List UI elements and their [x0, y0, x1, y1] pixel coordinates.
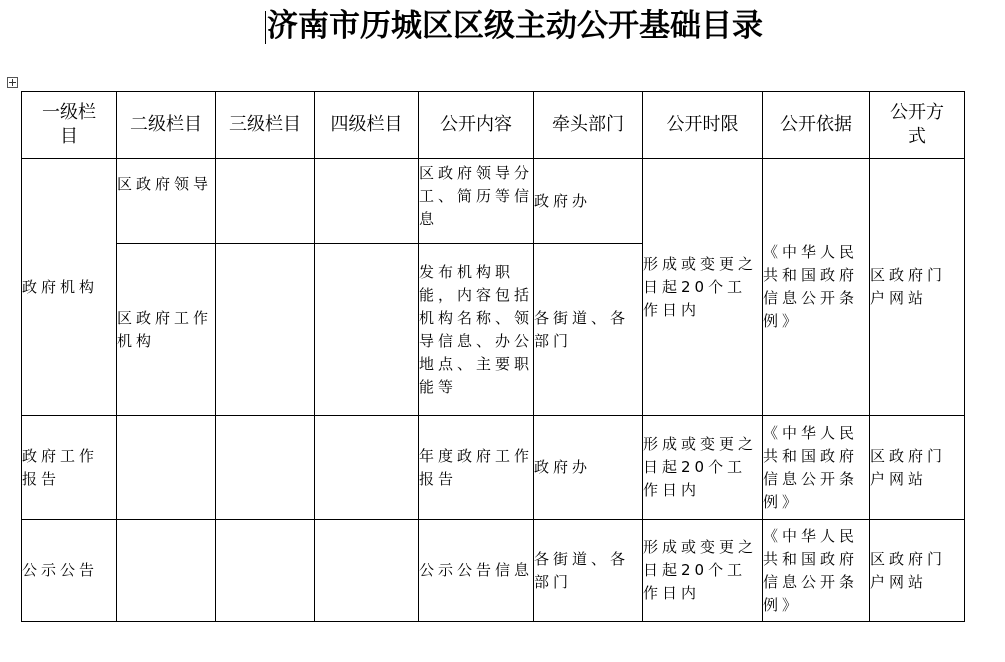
table-row	[22, 520, 965, 622]
cell-level2	[117, 416, 216, 520]
text-cursor	[265, 11, 266, 44]
document-title: 济南市历城区区级主动公开基础目录	[267, 8, 763, 44]
header-level4: 四级栏目	[315, 92, 419, 159]
cell-basis: 《中华人民共和国政府信息公开条例》	[763, 416, 870, 520]
cell-content: 区政府领导分工、简历等信息	[419, 159, 534, 244]
cell-level2: 区政府工作机构	[117, 244, 216, 416]
cell-level3	[216, 416, 315, 520]
cell-department: 政府办	[534, 159, 643, 244]
cell-time-limit: 形成或变更之日起20个工作日内	[643, 159, 763, 416]
header-level2: 二级栏目	[117, 92, 216, 159]
table-row	[22, 416, 965, 520]
header-time-limit: 公开时限	[643, 92, 763, 159]
cell-level3	[216, 244, 315, 416]
catalog-table	[21, 91, 965, 622]
header-department: 牵头部门	[534, 92, 643, 159]
cell-basis: 《中华人民共和国政府信息公开条例》	[763, 520, 870, 622]
cell-method: 区政府门户网站	[870, 520, 965, 622]
cell-content: 发布机构职能，内容包括机构名称、领导信息、办公地点、主要职能等	[419, 244, 534, 416]
cell-level4	[315, 244, 419, 416]
table-row	[22, 159, 965, 244]
table-move-handle-icon[interactable]	[7, 77, 18, 88]
header-method: 公开方式	[870, 92, 965, 159]
cell-method: 区政府门户网站	[870, 416, 965, 520]
cell-department: 各街道、各部门	[534, 520, 643, 622]
cell-content: 公示公告信息	[419, 520, 534, 622]
cell-level4	[315, 416, 419, 520]
cell-level1: 政府工作报告	[22, 416, 117, 520]
cell-level3	[216, 159, 315, 244]
cell-time-limit: 形成或变更之日起20个工作日内	[643, 416, 763, 520]
cell-level1: 公示公告	[22, 520, 117, 622]
cell-level3	[216, 520, 315, 622]
cell-content: 年度政府工作报告	[419, 416, 534, 520]
header-level1: 一级栏目	[22, 92, 117, 159]
cell-level2	[117, 520, 216, 622]
header-content: 公开内容	[419, 92, 534, 159]
cell-level2: 区政府领导	[117, 159, 216, 244]
cell-level4	[315, 159, 419, 244]
cell-level4	[315, 520, 419, 622]
cell-department: 各街道、各部门	[534, 244, 643, 416]
cell-basis: 《中华人民共和国政府信息公开条例》	[763, 159, 870, 416]
header-row	[22, 92, 965, 159]
cell-time-limit: 形成或变更之日起20个工作日内	[643, 520, 763, 622]
cell-method: 区政府门户网站	[870, 159, 965, 416]
header-basis: 公开依据	[763, 92, 870, 159]
header-level3: 三级栏目	[216, 92, 315, 159]
cell-level1: 政府机构	[22, 159, 117, 416]
cell-department: 政府办	[534, 416, 643, 520]
